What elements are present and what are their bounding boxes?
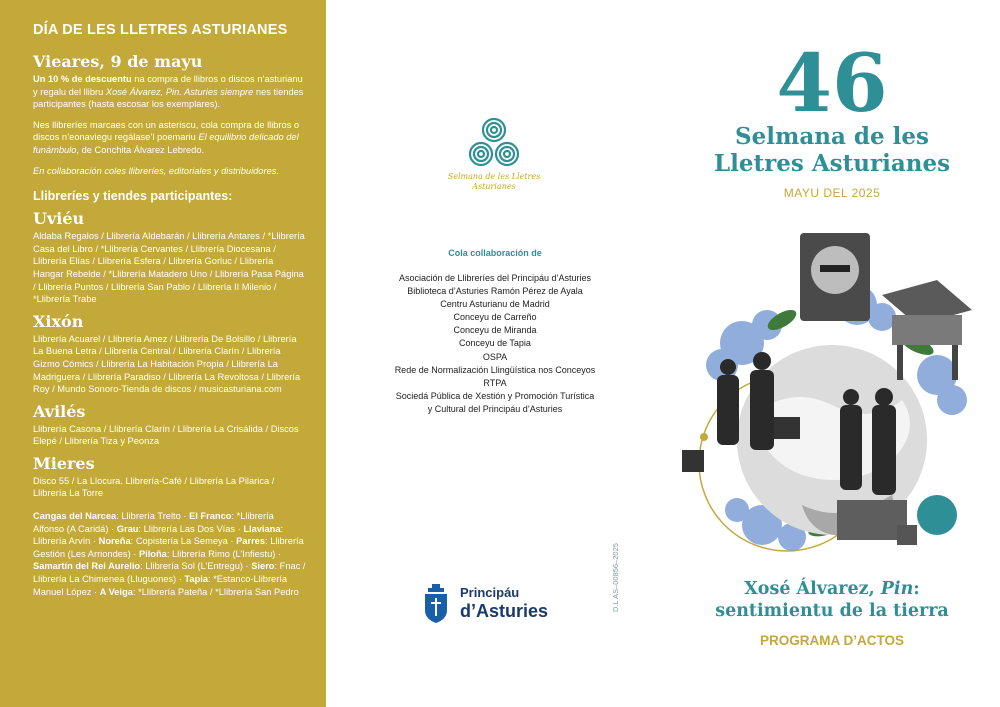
collaborators-list (326, 272, 664, 416)
note-text-2: , de Conchita Álvarez Lebredo. (76, 144, 205, 155)
collab-title: Cola collaboración de (448, 248, 542, 258)
town-name: A Veiga (99, 586, 133, 597)
edition-number: 46 (776, 36, 888, 130)
collaborator: RTPA (483, 377, 507, 388)
town-shops: Llibrería Sol (L’Entregu) (145, 561, 243, 572)
town-shops: Fnac / Llibrería La Chimenea (Lluguones) (33, 561, 306, 585)
principau-line1: Principáu (460, 584, 520, 600)
collaborator: Conceyu de Tapia (459, 338, 531, 349)
collaborator: Rede de Normalización Llingüística nos Conceyos (394, 364, 596, 375)
event-title-line1: Selmana de les (735, 123, 929, 150)
collaborator: Conceyu de Carreño (453, 312, 537, 323)
collaborator: Conceyu de Miranda (453, 325, 537, 336)
promo-book-title: Xosé Álvarez, Pin. Asturies siempre (105, 86, 254, 97)
principau-logo (422, 582, 548, 624)
shops-heading: Llibreríes y tiendes participantes: (33, 189, 233, 204)
book-stack (837, 500, 907, 540)
middle-panel (326, 0, 664, 707)
note-book-title: El equilibrio delicado del funámbulo (33, 132, 299, 155)
towns-list: Cangas del Narcea: Llibrería Trelto · El Franco: *Llibrería Alfonso (A Caridá) · Grau: Llibrería Las Dos Vías · Llaviana: Llibrería Arvín · Noreña: Copistería La Semeya · Parres: Llibrería Gestión (Les Arriondes) · Piloña: Llibrería Rimo (L’Infiestu) · Samartín del Rei Aurelio: Llibrería Sol (L’Entregu) · Siero: Fnac / Llibrería La Chimenea (Lluguones) · Tapia: *Estanco-Llibrería Manuel López · A Veiga: *Llibrería Pateña / *Llibrería San Pedro (33, 511, 306, 597)
town-name: Tapia (184, 574, 209, 585)
collaborator: Centru Asturianu de Madrid (440, 299, 550, 310)
subtitle-pin: Pin (880, 579, 914, 599)
subtitle-colon: : (913, 579, 920, 599)
subtitle-line1 (664, 578, 1000, 600)
city-name: Uviéu (33, 209, 85, 229)
logo-caption-line1: Selmana de les Lletres (447, 172, 541, 181)
collaborator: Asociación de Llibreríes del Principáu d’Asturies (398, 273, 592, 283)
city-shops: Disco 55 / La Llocura. Llibrería-Café / Llibrería La Pilarica / Llibrería La Torre (33, 475, 275, 499)
program-heading: PROGRAMA D’ACTOS (759, 633, 904, 648)
festival-logo-caption (434, 172, 554, 192)
town-name: Siero (251, 561, 275, 572)
town-name: Cangas del Narcea (33, 511, 117, 522)
town-shops: Llibrería Arvín (33, 536, 91, 547)
city-name: Mieres (33, 453, 95, 473)
town-shops: *Estanco-Llibrería Manuel López (33, 574, 288, 597)
town-name: Noreña (98, 536, 131, 547)
town-name: Piloña (138, 548, 167, 559)
town-shops: Copistería La Semeya (135, 536, 228, 547)
right-panel (664, 0, 1000, 707)
collaborator: Biblioteca d’Asturies Ramón Pérez de Ayala (407, 286, 583, 297)
promo-bold: Un 10 % de descuentu (33, 74, 132, 84)
town-shops: *Llibrería Pateña / *Llibrería San Pedro (138, 586, 299, 597)
collaborator: OSPA (482, 351, 508, 362)
town-shops: Llibrería Las Dos Vías (143, 523, 236, 534)
asterisk-note (33, 119, 306, 157)
town-shops: Llibrería Trelto (121, 511, 181, 522)
suitcase (774, 417, 800, 439)
principau-wordmark (460, 585, 548, 622)
principau-line2: d’Asturies (460, 600, 549, 621)
subtitle-name: Xosé Álvarez, (744, 579, 881, 599)
town-name: El Franco (189, 511, 232, 522)
gold-dot (700, 433, 708, 441)
promo-text-1: na compra de llibros o discos n’asturianu y regalu del llibru (33, 74, 303, 97)
small-photo-tile (682, 450, 704, 472)
legal-deposit: D.L AS–00856–2025 (611, 543, 620, 612)
town-shops: Llibrería Rimo (L’Infiestu) (172, 548, 276, 559)
collaborator: y Cultural del Principáu d’Asturies (427, 403, 563, 414)
town-name: Grau (116, 523, 139, 534)
note-text-1: Nes llibreríes marcaes con un asteriscu, cola compra de llibros o discos n’eonaviegu regálase’l poemariu (33, 119, 300, 143)
city-shops: Aldaba Regalos / Llibrería Aldebarán / Llibrería Antares / *Llibrería Casa del Libro / *Llibrería Cervantes / Llibrería Diocesana / Llibrería Elías / Llibrería Esfera / Llibrería Gorluc / Llibrería Hangar Rebelde / *Llibrería Matadero Uno / Llibrería Pasa Página / Llibrería Puntos / Llibrería San Pablo / Llibrería II Milenio / *Llibrería Trabe (33, 231, 305, 305)
event-title-line2: Lletres Asturianes (713, 150, 951, 177)
promo-text-2: nes tiendes participantes (hasta escosar los exemplares). (33, 86, 304, 110)
promo-paragraph (33, 73, 306, 111)
panel-heading: DÍA DE LES LLETRES ASTURIANES (33, 22, 288, 38)
town-shops: Llibrería Gestión (Les Arriondes) (33, 536, 304, 559)
day-title: Vieares, 9 de mayu (33, 52, 203, 71)
teal-circle (917, 495, 957, 535)
city-shops: Llibrería Casona / Llibrería Clarín / Llibrería La Crisálida / Discos Elepé / Llibrería Tiza y Peonza (33, 423, 299, 447)
town-name: Samartín del Rei Aurelio (33, 561, 141, 572)
city-name: Avilés (33, 401, 86, 421)
town-name: Parres (236, 536, 266, 547)
asturias-crest-icon (422, 582, 450, 624)
event-title (664, 123, 1000, 177)
program-subtitle (664, 578, 1000, 622)
portrait-glasses (820, 265, 850, 272)
collage-illustration (682, 225, 982, 560)
city-name: Xixón (33, 311, 84, 331)
subtitle-line2: sentimientu de la tierra (715, 601, 949, 621)
left-panel (0, 0, 326, 707)
event-date: MAYU DEL 2025 (783, 186, 881, 200)
collab-note (33, 165, 306, 178)
logo-caption-line2: Asturianes (472, 182, 516, 191)
town-shops: *Llibrería Alfonso (A Caridá) (33, 511, 274, 534)
small-photo-tile (897, 525, 917, 545)
town-name: Llaviana (243, 523, 281, 534)
collab-note-text: En collaboración coles llibreríes, editoriales y distribuidores. (33, 165, 279, 176)
city-shops: Llibrería Acuarel / Llibrería Amez / Llibrería De Bolsillo / Llibrería La Buena Letra / Llibrería Central / Llibrería Clarín / Llibrería Gizmo Cómics / Llibrería La Habitación Propia / Llibrería La Madriguera / Llibrería Paradiso / Llibrería La Revoltosa / Llibrería Roy / Mundo Sonoro-Tienda de discos / musicasturiana.com (33, 333, 301, 395)
triple-spiral-icon (466, 115, 522, 171)
collaborator: Sociedá Pública de Xestión y Promoción Turística (395, 390, 595, 401)
